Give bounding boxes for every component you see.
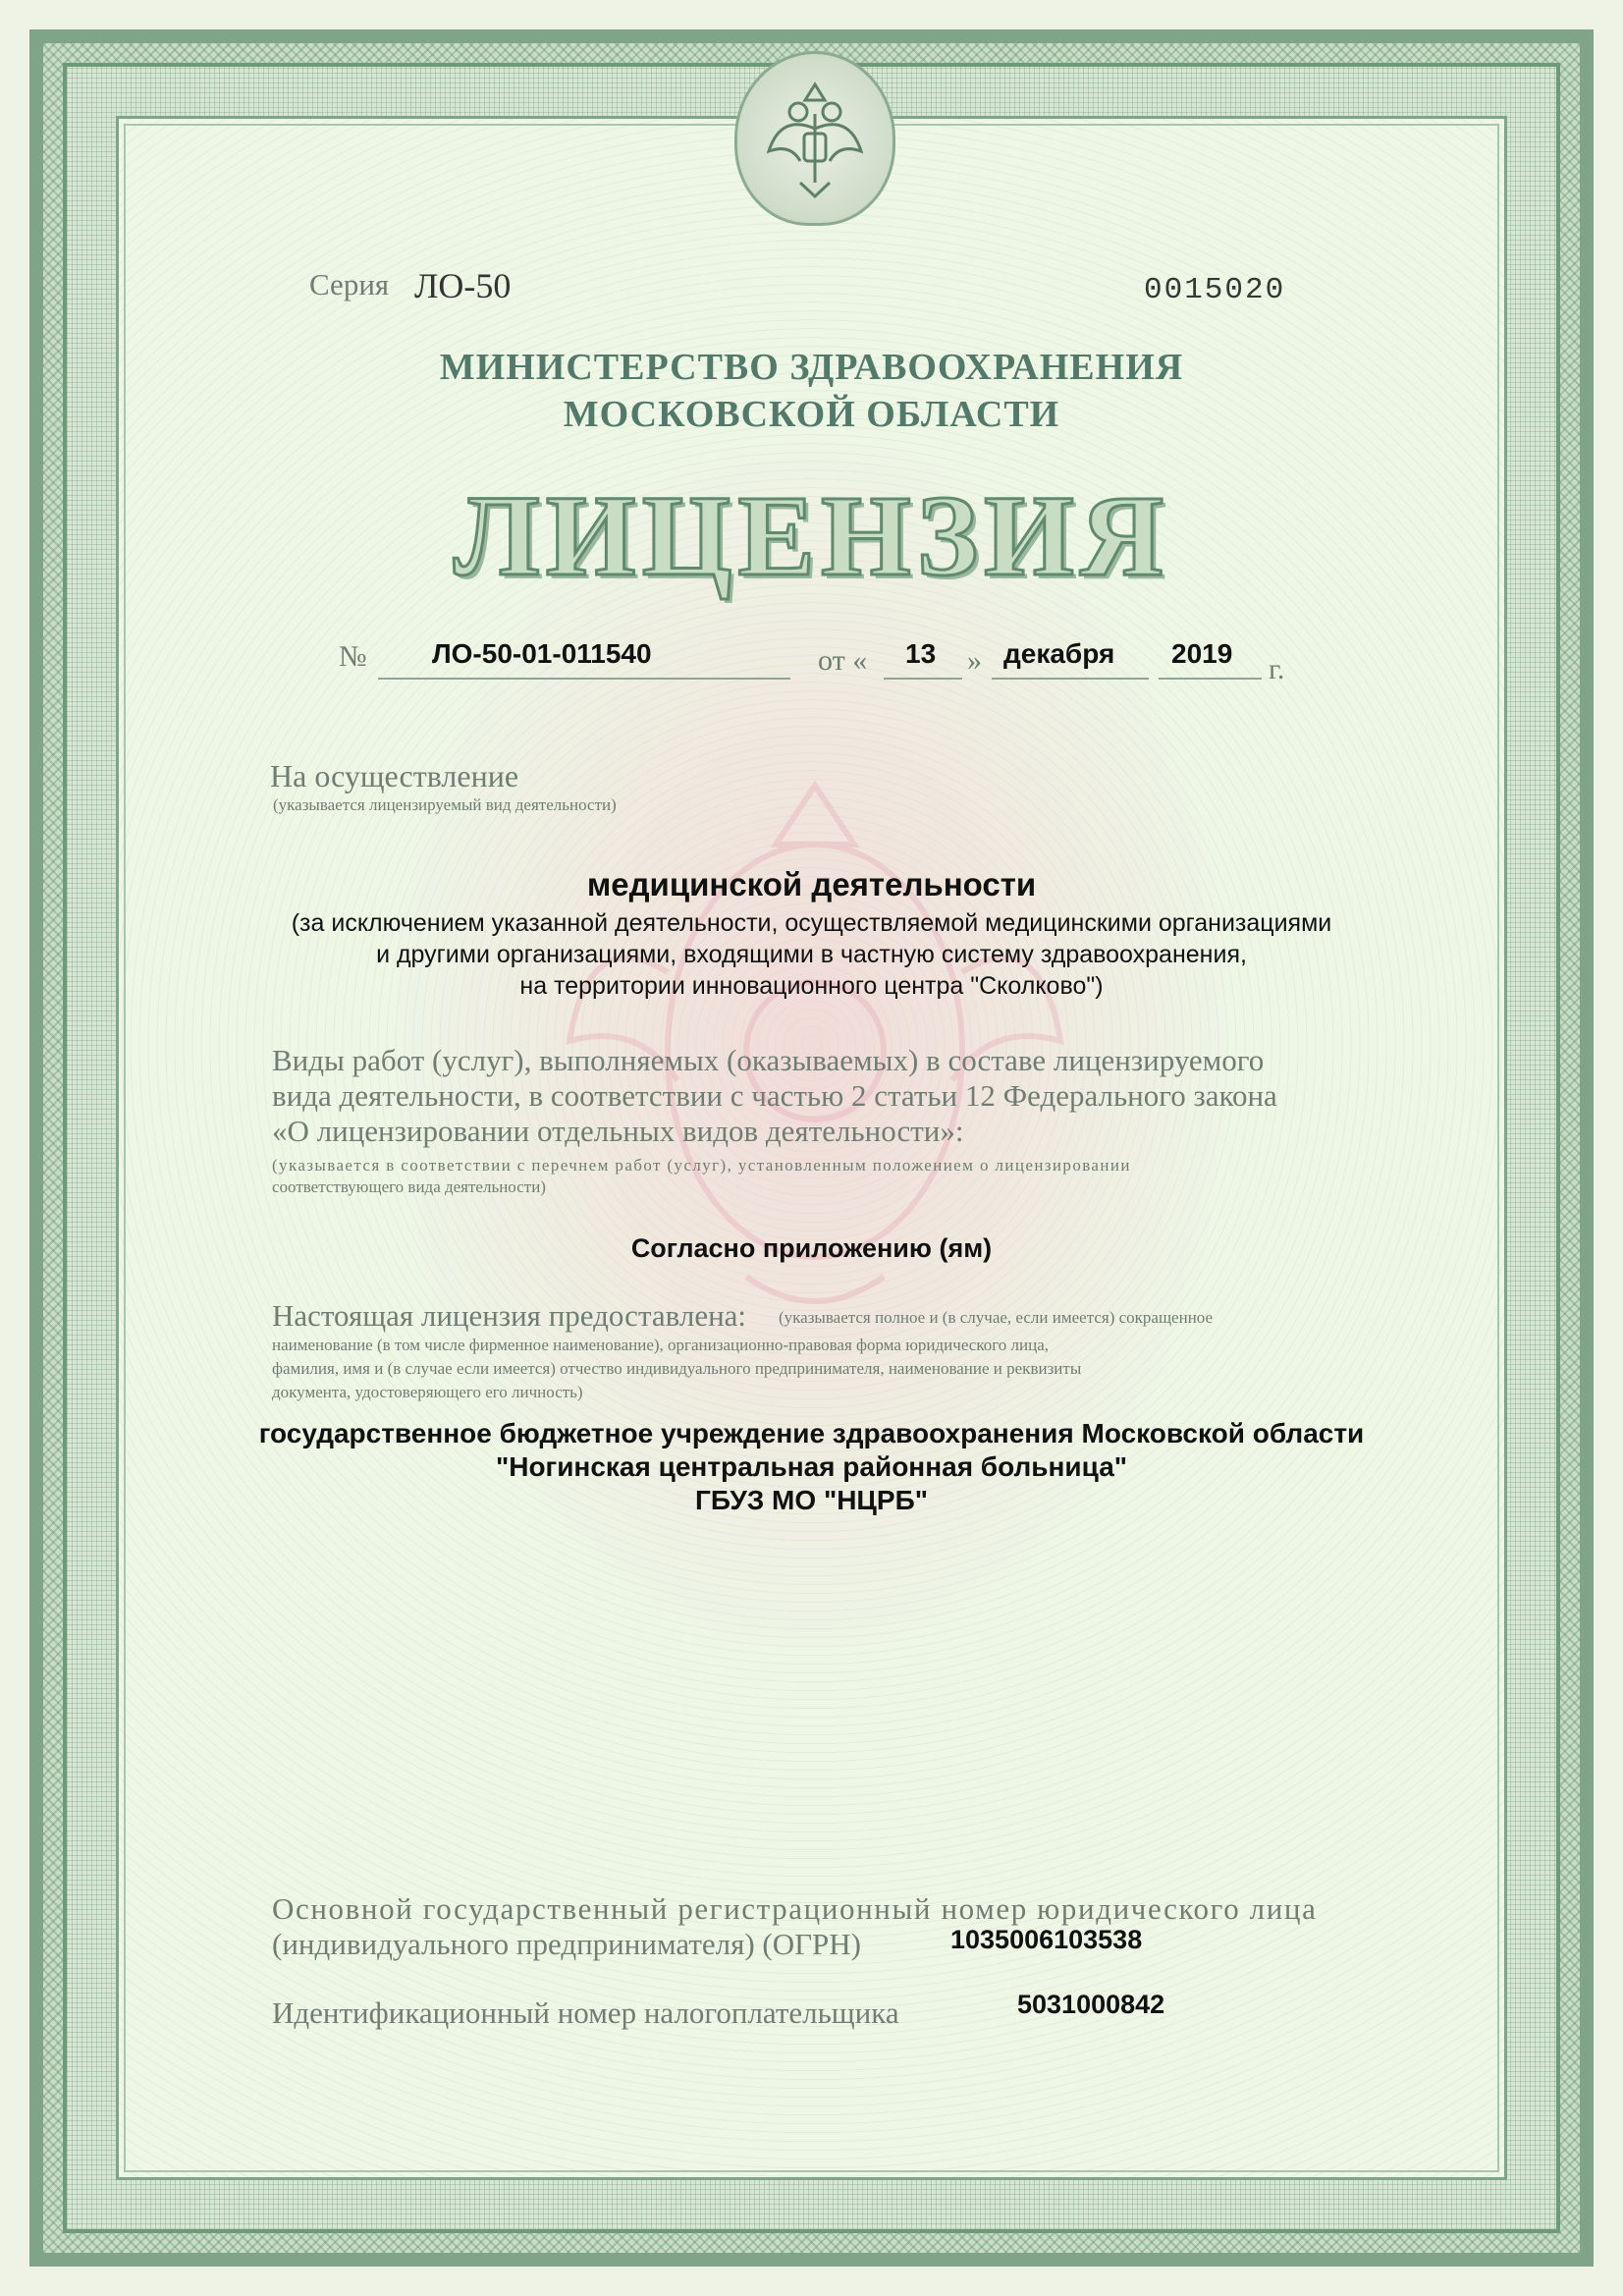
organization-short-name: ГБУЗ МО "НЦРБ" bbox=[695, 1485, 928, 1515]
number-underline bbox=[378, 678, 790, 680]
works-value: Согласно приложению (ям) bbox=[630, 1233, 993, 1263]
granted-to-label: Настоящая лицензия предоставлена: bbox=[272, 1298, 747, 1333]
ogrn-label-line: Основной государственный регистрационный номер юридического лица bbox=[272, 1891, 1318, 1926]
day-underline bbox=[884, 678, 962, 680]
state-emblem bbox=[734, 51, 895, 226]
inn-value: 5031000842 bbox=[1017, 1990, 1165, 2019]
month-underline bbox=[992, 678, 1149, 680]
activity-clarification-line: и другими организациями, входящими в частную систему здравоохранения, bbox=[376, 941, 1247, 968]
form-number: 0015020 bbox=[1144, 273, 1286, 307]
organization-name-line: государственное бюджетное учреждение здравоохранения Московской области bbox=[258, 1418, 1365, 1449]
works-hint-line: (указывается в соответствии с перечнем работ (услуг), установленным положением о лицензировании bbox=[272, 1156, 1131, 1175]
works-label-line: Виды работ (услуг), выполняемых (оказываемых) в составе лицензируемого bbox=[272, 1043, 1265, 1077]
license-number: ЛО-50-01-011540 bbox=[432, 638, 652, 669]
ogrn-label-line: (индивидуального предпринимателя) (ОГРН) bbox=[272, 1927, 862, 1961]
ministry-name-line-1: МИНИСТЕРСТВО ЗДРАВООХРАНЕНИЯ bbox=[439, 347, 1184, 388]
double-headed-eagle-icon bbox=[761, 75, 869, 202]
ministry-name-line-2: МОСКОВСКОЙ ОБЛАСТИ bbox=[563, 394, 1060, 435]
granted-hint-line: наименование (в том числе фирменное наименование), организационно-правовая форма юридического лица, bbox=[272, 1336, 1049, 1354]
license-date-year: 2019 bbox=[1171, 638, 1233, 669]
date-quote-close: » bbox=[967, 644, 982, 677]
activity-clarification-line: на территории инновационного центра "Сколково") bbox=[519, 972, 1104, 1000]
organization-name-line: "Ногинская центральная районная больница" bbox=[495, 1451, 1128, 1482]
date-prefix: от « bbox=[818, 644, 868, 677]
activity-clarification-line: (за исключением указанной деятельности, осуществляемой медицинскими организациями bbox=[291, 909, 1332, 937]
activity-type: медицинской деятельности bbox=[586, 866, 1037, 902]
number-sign: № bbox=[339, 640, 367, 673]
granted-hint-line: документа, удостоверяющего его личность) bbox=[272, 1383, 583, 1401]
year-underline bbox=[1159, 678, 1262, 680]
activity-label: На осуществление bbox=[270, 758, 519, 793]
granted-hint-line: фамилия, имя и (в случае если имеется) отчество индивидуального предпринимателя, наименование и реквизиты bbox=[272, 1359, 1082, 1378]
series-value: ЛО-50 bbox=[414, 266, 512, 305]
license-date-month: декабря bbox=[1003, 638, 1115, 669]
inn-label: Идентификационный номер налогоплательщика bbox=[272, 1995, 899, 2030]
license-date-day: 13 bbox=[905, 638, 937, 669]
series-label: Серия bbox=[309, 267, 390, 301]
ogrn-value: 1035006103538 bbox=[950, 1925, 1143, 1954]
granted-hint-line: (указывается полное и (в случае, если имеется) сокращенное bbox=[779, 1308, 1214, 1327]
document-title: ЛИЦЕНЗИЯ bbox=[453, 471, 1170, 600]
works-hint-line: соответствующего вида деятельности) bbox=[272, 1177, 546, 1196]
activity-hint: (указывается лицензируемый вид деятельности) bbox=[273, 795, 617, 814]
date-suffix: г. bbox=[1269, 653, 1285, 685]
works-label-line: вида деятельности, в соответствии с частью 2 статьи 12 Федерального закона bbox=[272, 1078, 1277, 1113]
works-label-line: «О лицензировании отдельных видов деятельности»: bbox=[272, 1114, 964, 1148]
